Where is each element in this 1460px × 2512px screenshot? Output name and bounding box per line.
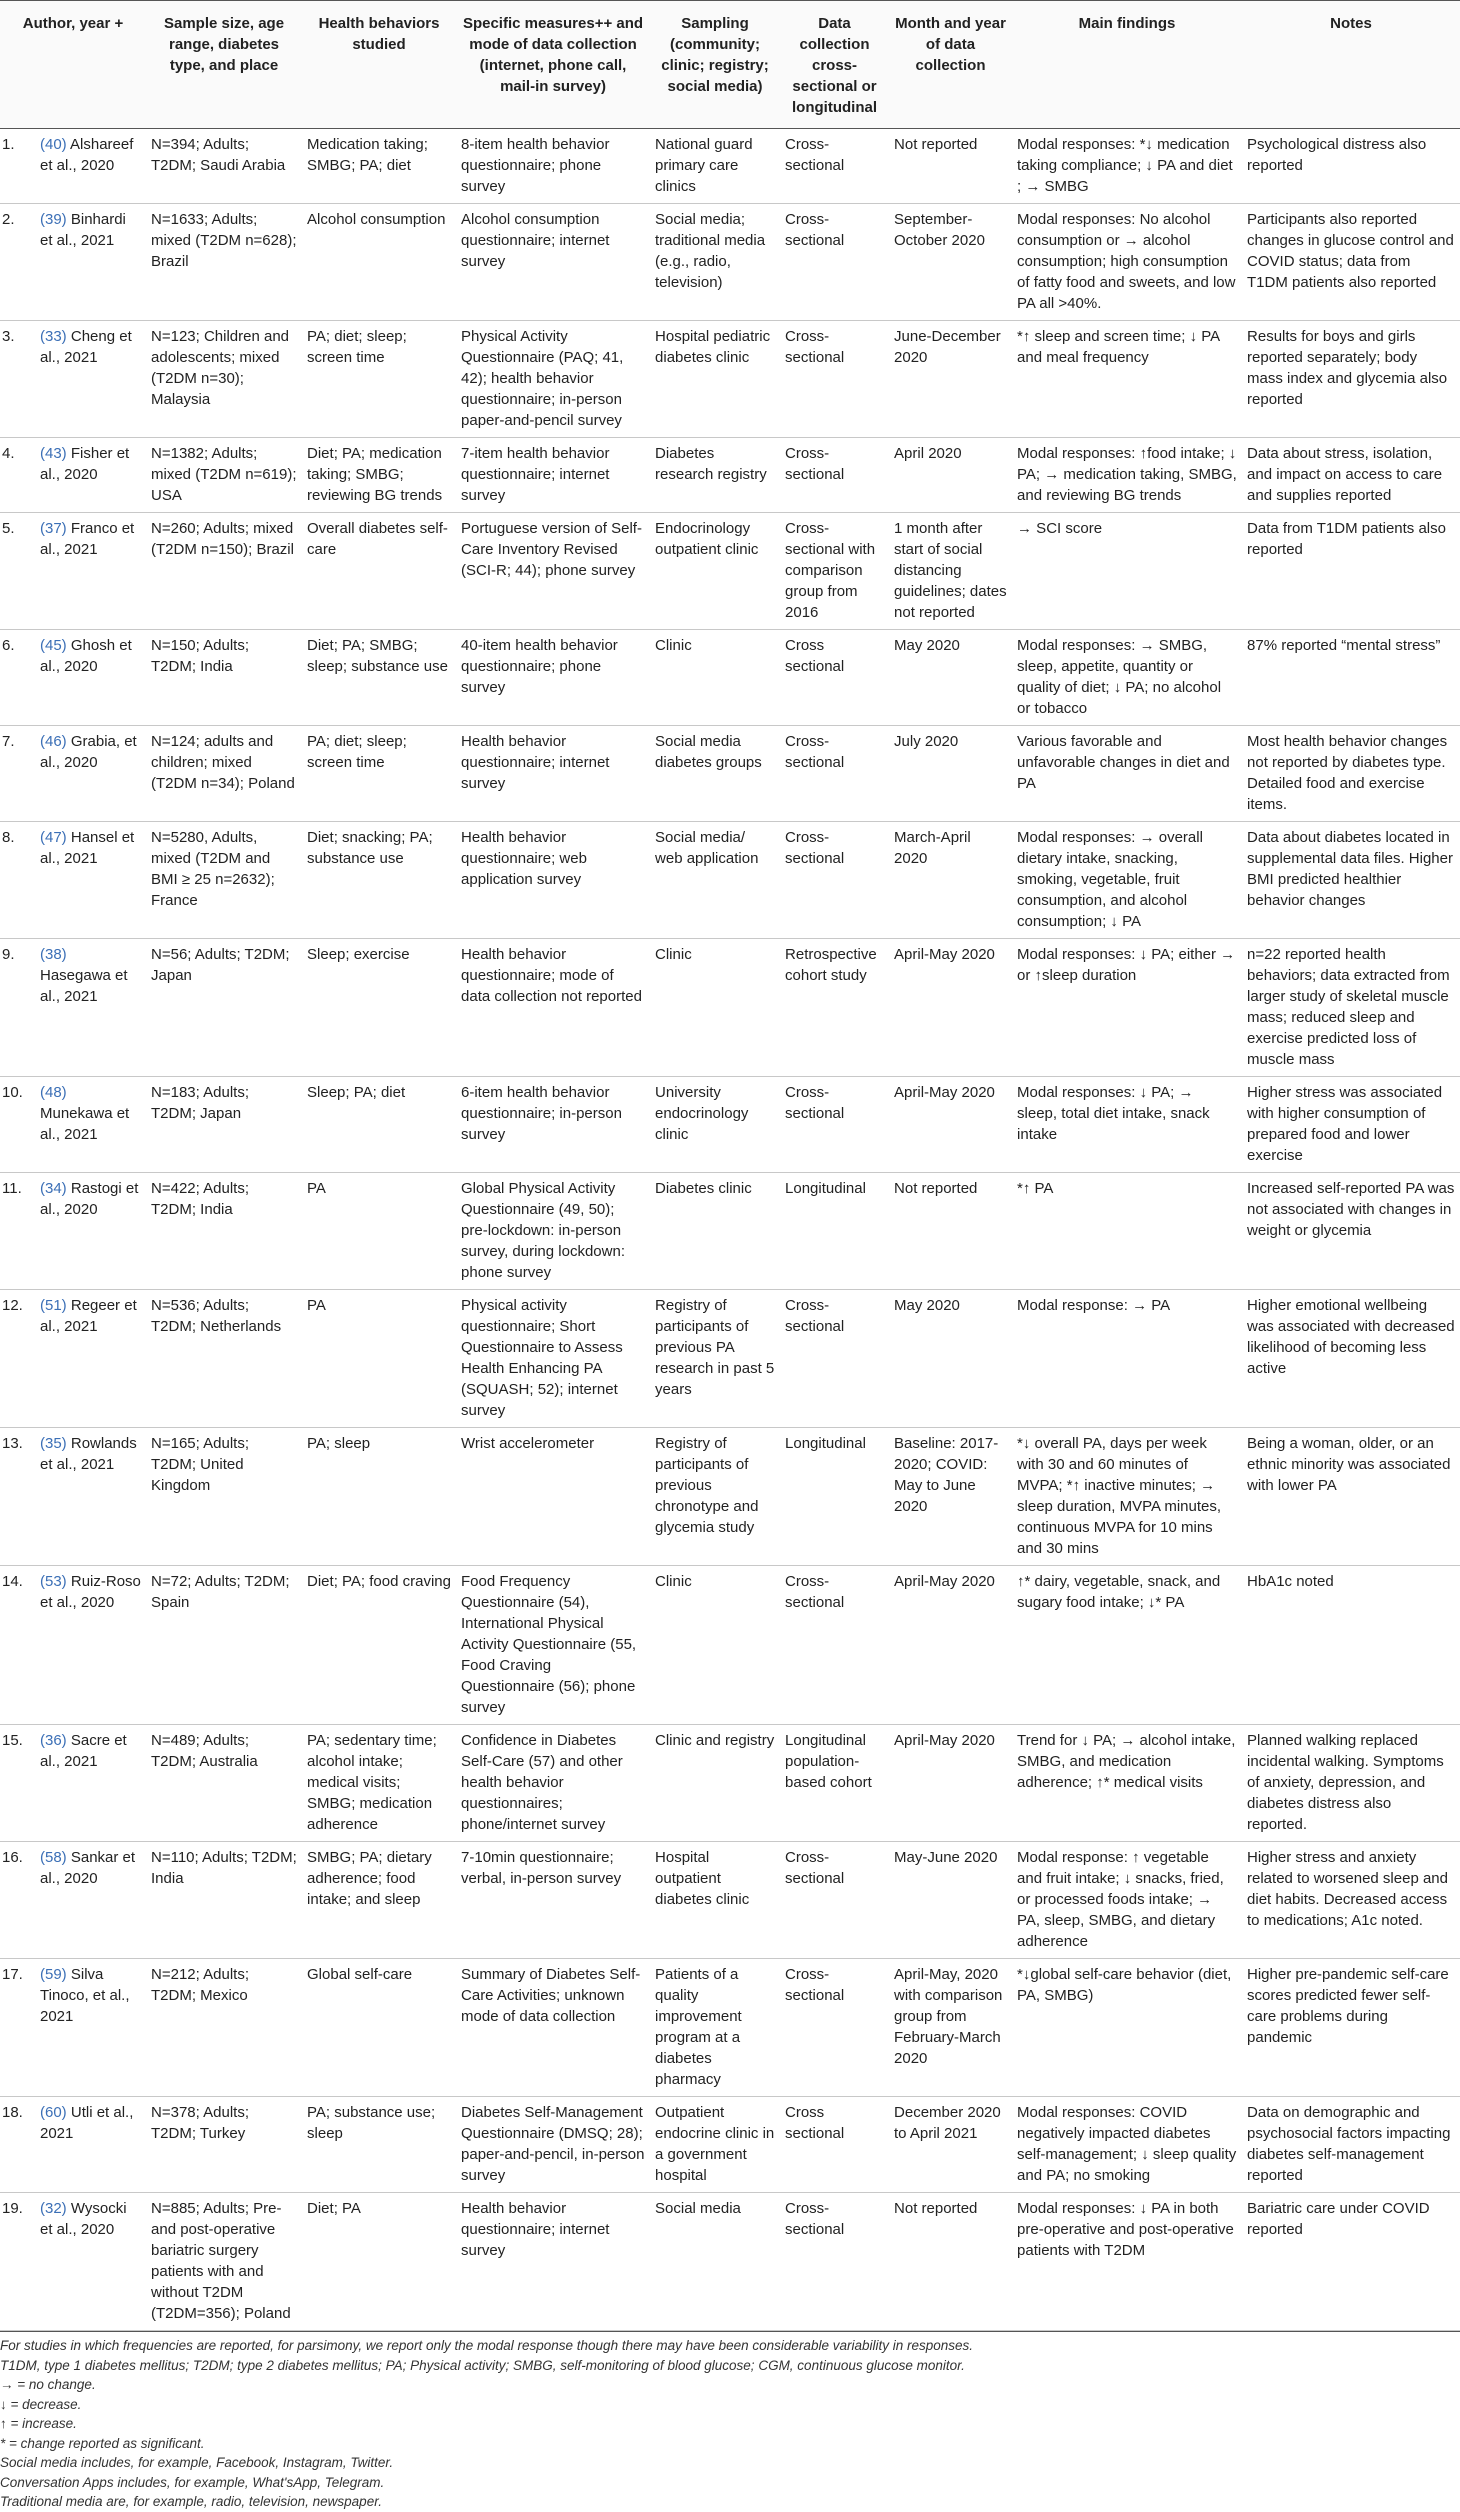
study-notes: Data from T1DM patients also reported (1242, 513, 1460, 630)
collection-date: April 2020 (889, 438, 1012, 513)
health-behaviors: PA (302, 1290, 456, 1428)
measures-mode: Wrist accelerometer (456, 1428, 650, 1566)
header-author: Author, year + (0, 1, 146, 129)
health-behaviors: PA; diet; sleep; screen time (302, 726, 456, 822)
collection-date: Not reported (889, 129, 1012, 204)
table-row (0, 822, 1460, 939)
sampling-source: Social media; traditional media (e.g., radio, television) (650, 204, 780, 321)
footnote: ↑ = increase. (0, 2416, 77, 2431)
reference-link[interactable]: (51) (40, 1297, 67, 1314)
collection-date: May 2020 (889, 630, 1012, 726)
main-findings: → SCI score (1012, 513, 1242, 630)
main-findings: Various favorable and unfavorable changes in diet and PA (1012, 726, 1242, 822)
table-row (0, 1842, 1460, 1959)
reference-link[interactable]: (60) (40, 2104, 67, 2121)
header-measures: Specific measures++ and mode of data collection (internet, phone call, mail-in survey) (456, 1, 650, 129)
reference-link[interactable]: (48) (40, 1084, 67, 1101)
measures-mode: 40-item health behavior questionnaire; phone survey (456, 630, 650, 726)
table-row (0, 2193, 1460, 2331)
sampling-source: National guard primary care clinics (650, 129, 780, 204)
study-design: Cross-sectional (780, 2193, 889, 2331)
sample-description: N=394; Adults; T2DM; Saudi Arabia (146, 129, 302, 204)
study-notes: n=22 reported health behaviors; data extracted from larger study of skeletal muscle mass; reduced sleep and exercise predicted loss of muscle mass (1242, 939, 1460, 1077)
study-design: Cross-sectional (780, 1077, 889, 1173)
row-number: 15. (0, 1725, 35, 1842)
study-design: Longitudinal population-based cohort (780, 1725, 889, 1842)
row-number: 12. (0, 1290, 35, 1428)
study-design: Cross-sectional (780, 1566, 889, 1725)
study-design: Cross-sectional (780, 1959, 889, 2097)
footnote: T1DM, type 1 diabetes mellitus; T2DM; type 2 diabetes mellitus; PA; Physical activity; SMBG, self-monitoring of blood glucose; CGM, continuous glucose monitor. (0, 2357, 965, 2373)
table-row (0, 204, 1460, 321)
table-row (0, 726, 1460, 822)
row-number: 16. (0, 1842, 35, 1959)
health-behaviors: Diet; snacking; PA; substance use (302, 822, 456, 939)
table-row (0, 2097, 1460, 2193)
sample-description: N=422; Adults; T2DM; India (146, 1173, 302, 1290)
main-findings: Modal responses: ↓ PA; either → or ↑sleep duration (1012, 939, 1242, 1077)
collection-date: April-May 2020 (889, 939, 1012, 1077)
measures-mode: Global Physical Activity Questionnaire (49, 50); pre-lockdown: in-person survey, during lockdown: phone survey (456, 1173, 650, 1290)
study-notes: Participants also reported changes in glucose control and COVID status; data from T1DM patients also reported (1242, 204, 1460, 321)
author-year (35, 2097, 146, 2193)
collection-date: Baseline: 2017-2020; COVID: May to June 2020 (889, 1428, 1012, 1566)
study-design: Cross-sectional (780, 129, 889, 204)
measures-mode: 7-10min questionnaire; verbal, in-person survey (456, 1842, 650, 1959)
study-notes: Data about stress, isolation, and impact on access to care and supplies reported (1242, 438, 1460, 513)
footnote: Traditional media are, for example, radio, television, newspaper. (0, 2494, 382, 2509)
row-number: 8. (0, 822, 35, 939)
reference-link[interactable]: (43) (40, 445, 67, 462)
main-findings: Modal responses: No alcohol consumption or → alcohol consumption; high consumption of fatty food and sweets, and low PA all >40%. (1012, 204, 1242, 321)
reference-link[interactable]: (38) (40, 946, 67, 963)
sample-description: N=150; Adults; T2DM; India (146, 630, 302, 726)
footnote: Conversation Apps includes, for example, What'sApp, Telegram. (0, 2474, 385, 2490)
author-year (35, 1959, 146, 2097)
collection-date: April-May, 2020 with comparison group from February-March 2020 (889, 1959, 1012, 2097)
main-findings: Modal responses: COVID negatively impacted diabetes self-management; ↓ sleep quality and PA; no smoking (1012, 2097, 1242, 2193)
study-design: Cross-sectional (780, 726, 889, 822)
sample-description: N=56; Adults; T2DM; Japan (146, 939, 302, 1077)
study-design: Cross-sectional (780, 438, 889, 513)
author-name: Silva Tinoco, et al., 2021 (40, 1966, 130, 2025)
author-year (35, 1173, 146, 1290)
author-name: Cheng et al., 2021 (40, 328, 132, 366)
table-row (0, 1290, 1460, 1428)
collection-date: July 2020 (889, 726, 1012, 822)
footnote: * = change reported as significant. (0, 2435, 205, 2451)
reference-link[interactable]: (33) (40, 328, 67, 345)
study-notes: Being a woman, older, or an ethnic minority was associated with lower PA (1242, 1428, 1460, 1566)
sample-description: N=260; Adults; mixed (T2DM n=150); Brazil (146, 513, 302, 630)
sampling-source: Clinic (650, 1566, 780, 1725)
author-name: Ghosh et al., 2020 (40, 637, 132, 675)
collection-date: Not reported (889, 2193, 1012, 2331)
collection-date: May 2020 (889, 1290, 1012, 1428)
footnote: ↓ = decrease. (0, 2396, 82, 2412)
reference-link[interactable]: (58) (40, 1849, 67, 1866)
collection-date: April-May 2020 (889, 1725, 1012, 1842)
sampling-source: Social media/ web application (650, 822, 780, 939)
study-notes: Higher stress was associated with higher consumption of prepared food and lower exercise (1242, 1077, 1460, 1173)
study-design: Longitudinal (780, 1173, 889, 1290)
measures-mode: Health behavior questionnaire; internet survey (456, 2193, 650, 2331)
measures-mode: Alcohol consumption questionnaire; internet survey (456, 204, 650, 321)
sample-description: N=489; Adults; T2DM; Australia (146, 1725, 302, 1842)
measures-mode: Diabetes Self-Management Questionnaire (DMSQ; 28); paper-and-pencil, in-person survey (456, 2097, 650, 2193)
table-row (0, 630, 1460, 726)
study-notes: Results for boys and girls reported separately; body mass index and glycemia also reported (1242, 321, 1460, 438)
health-behaviors: Alcohol consumption (302, 204, 456, 321)
author-year (35, 321, 146, 438)
main-findings: *↑ PA (1012, 1173, 1242, 1290)
sample-description: N=72; Adults; T2DM; Spain (146, 1566, 302, 1725)
reference-link[interactable]: (32) (40, 2200, 67, 2217)
header-row (0, 1, 1460, 129)
health-behaviors: Diet; PA; food craving (302, 1566, 456, 1725)
health-behaviors: PA (302, 1173, 456, 1290)
measures-mode: Physical Activity Questionnaire (PAQ; 41, 42); health behavior questionnaire; in-person paper-and-pencil survey (456, 321, 650, 438)
row-number: 7. (0, 726, 35, 822)
row-number: 5. (0, 513, 35, 630)
sampling-source: Clinic (650, 630, 780, 726)
table-row (0, 1428, 1460, 1566)
author-year (35, 1290, 146, 1428)
header-sampling: Sampling (community; clinic; registry; social media) (650, 1, 780, 129)
reference-link[interactable]: (46) (40, 733, 67, 750)
study-notes: Data on demographic and psychosocial factors impacting diabetes self-management reported (1242, 2097, 1460, 2193)
reference-link[interactable]: (47) (40, 829, 67, 846)
measures-mode: 6-item health behavior questionnaire; in-person survey (456, 1077, 650, 1173)
author-year (35, 204, 146, 321)
author-name: Franco et al., 2021 (40, 520, 135, 558)
measures-mode: Food Frequency Questionnaire (54), International Physical Activity Questionnaire (55, Food Craving Questionnaire (56); phone survey (456, 1566, 650, 1725)
row-number: 4. (0, 438, 35, 513)
table-row (0, 129, 1460, 204)
author-year (35, 513, 146, 630)
health-behaviors: Diet; PA; SMBG; sleep; substance use (302, 630, 456, 726)
main-findings: *↓global self-care behavior (diet, PA, SMBG) (1012, 1959, 1242, 2097)
author-year (35, 2193, 146, 2331)
author-name: Grabia, et al., 2020 (40, 733, 137, 771)
author-year (35, 939, 146, 1077)
table-body (0, 129, 1460, 2331)
main-findings: Modal responses: ↑food intake; ↓ PA; → medication taking, SMBG, and reviewing BG trends (1012, 438, 1242, 513)
author-name: Regeer et al., 2021 (40, 1297, 137, 1335)
main-findings: *↑ sleep and screen time; ↓ PA and meal frequency (1012, 321, 1242, 438)
main-findings: Modal responses: → overall dietary intake, snacking, smoking, vegetable, fruit consumption, and alcohol consumption; ↓ PA (1012, 822, 1242, 939)
study-notes: Bariatric care under COVID reported (1242, 2193, 1460, 2331)
table-row (0, 1173, 1460, 1290)
table-row (0, 1566, 1460, 1725)
table-row (0, 321, 1460, 438)
main-findings: Modal responses: ↓ PA; → sleep, total diet intake, snack intake (1012, 1077, 1242, 1173)
footnote: For studies in which frequencies are reported, for parsimony, we report only the modal response though there may have been considerable variability in responses. (0, 2338, 974, 2353)
collection-date: Not reported (889, 1173, 1012, 1290)
main-findings: ↑* dairy, vegetable, snack, and sugary food intake; ↓* PA (1012, 1566, 1242, 1725)
health-behaviors: Medication taking; SMBG; PA; diet (302, 129, 456, 204)
measures-mode: Portuguese version of Self-Care Inventory Revised (SCI-R; 44); phone survey (456, 513, 650, 630)
sampling-source: Outpatient endocrine clinic in a government hospital (650, 2097, 780, 2193)
measures-mode: 7-item health behavior questionnaire; internet survey (456, 438, 650, 513)
main-findings: *↓ overall PA, days per week with 30 and 60 minutes of MVPA; *↑ inactive minutes; → sleep duration, MVPA minutes, continuous MVPA for 10 mins and 30 mins (1012, 1428, 1242, 1566)
author-year (35, 438, 146, 513)
author-name: Munekawa et al., 2021 (40, 1105, 130, 1143)
collection-date: May-June 2020 (889, 1842, 1012, 1959)
row-number: 9. (0, 939, 35, 1077)
reference-link[interactable]: (53) (40, 1573, 67, 1590)
health-behaviors: Diet; PA (302, 2193, 456, 2331)
health-behaviors: Sleep; exercise (302, 939, 456, 1077)
sampling-source: Clinic (650, 939, 780, 1077)
sample-description: N=123; Children and adolescents; mixed (T2DM n=30); Malaysia (146, 321, 302, 438)
health-behaviors: Global self-care (302, 1959, 456, 2097)
study-design: Cross-sectional (780, 321, 889, 438)
study-design: Cross-sectional (780, 204, 889, 321)
author-year (35, 1842, 146, 1959)
study-design: Cross-sectional with comparison group from 2016 (780, 513, 889, 630)
health-behaviors: PA; diet; sleep; screen time (302, 321, 456, 438)
health-behaviors: Diet; PA; medication taking; SMBG; reviewing BG trends (302, 438, 456, 513)
sample-description: N=1633; Adults; mixed (T2DM n=628); Brazil (146, 204, 302, 321)
sample-description: N=5280, Adults, mixed (T2DM and BMI ≥ 25 n=2632); France (146, 822, 302, 939)
header-behaviors: Health behaviors studied (302, 1, 456, 129)
sampling-source: Diabetes clinic (650, 1173, 780, 1290)
author-name: Fisher et al., 2020 (40, 445, 130, 483)
study-notes: Higher emotional wellbeing was associated with decreased likelihood of becoming less active (1242, 1290, 1460, 1428)
author-year (35, 630, 146, 726)
study-design: Cross-sectional (780, 1290, 889, 1428)
reference-link[interactable]: (39) (40, 211, 67, 228)
sampling-source: Hospital outpatient diabetes clinic (650, 1842, 780, 1959)
sampling-source: Patients of a quality improvement program at a diabetes pharmacy (650, 1959, 780, 2097)
measures-mode: Health behavior questionnaire; mode of data collection not reported (456, 939, 650, 1077)
author-year (35, 129, 146, 204)
collection-date: March-April 2020 (889, 822, 1012, 939)
main-findings: Modal responses: ↓ PA in both pre-operative and post-operative patients with T2DM (1012, 2193, 1242, 2331)
study-design: Longitudinal (780, 1428, 889, 1566)
table-row (0, 513, 1460, 630)
collection-date: 1 month after start of social distancing guidelines; dates not reported (889, 513, 1012, 630)
measures-mode: Physical activity questionnaire; Short Questionnaire to Assess Health Enhancing PA (SQUASH; 52); internet survey (456, 1290, 650, 1428)
author-year (35, 1428, 146, 1566)
table-footnotes (0, 2331, 1460, 2512)
sampling-source: Registry of participants of previous chronotype and glycemia study (650, 1428, 780, 1566)
collection-date: April-May 2020 (889, 1566, 1012, 1725)
study-design: Cross sectional (780, 630, 889, 726)
reference-link[interactable]: (40) (40, 136, 67, 153)
sampling-source: University endocrinology clinic (650, 1077, 780, 1173)
row-number: 2. (0, 204, 35, 321)
table-row (0, 1725, 1460, 1842)
header-findings: Main findings (1012, 1, 1242, 129)
row-number: 13. (0, 1428, 35, 1566)
collection-date: April-May 2020 (889, 1077, 1012, 1173)
measures-mode: 8-item health behavior questionnaire; phone survey (456, 129, 650, 204)
sample-description: N=183; Adults; T2DM; Japan (146, 1077, 302, 1173)
study-design: Retrospective cohort study (780, 939, 889, 1077)
row-number: 3. (0, 321, 35, 438)
study-design: Cross-sectional (780, 822, 889, 939)
study-notes: Data about diabetes located in supplemental data files. Higher BMI predicted healthier behavior changes (1242, 822, 1460, 939)
author-year (35, 1077, 146, 1173)
study-notes: Most health behavior changes not reported by diabetes type. Detailed food and exercise items. (1242, 726, 1460, 822)
study-design: Cross-sectional (780, 1842, 889, 1959)
row-number: 18. (0, 2097, 35, 2193)
sampling-source: Clinic and registry (650, 1725, 780, 1842)
header-sample: Sample size, age range, diabetes type, and place (146, 1, 302, 129)
measures-mode: Health behavior questionnaire; web application survey (456, 822, 650, 939)
sample-description: N=110; Adults; T2DM; India (146, 1842, 302, 1959)
study-design: Cross sectional (780, 2097, 889, 2193)
table-row (0, 438, 1460, 513)
header-date: Month and year of data collection (889, 1, 1012, 129)
author-year (35, 1725, 146, 1842)
reference-link[interactable]: (37) (40, 520, 67, 537)
author-name: Rastogi et al., 2020 (40, 1180, 139, 1218)
row-number: 14. (0, 1566, 35, 1725)
author-name: Utli et al., 2021 (40, 2104, 134, 2142)
author-year (35, 1566, 146, 1725)
main-findings: Modal responses: *↓ medication taking compliance; ↓ PA and diet ; → SMBG (1012, 129, 1242, 204)
row-number: 1. (0, 129, 35, 204)
measures-mode: Summary of Diabetes Self-Care Activities; unknown mode of data collection (456, 1959, 650, 2097)
author-year (35, 726, 146, 822)
health-behaviors: PA; sleep (302, 1428, 456, 1566)
row-number: 6. (0, 630, 35, 726)
study-notes: Higher stress and anxiety related to worsened sleep and diet habits. Decreased access to medications; A1c noted. (1242, 1842, 1460, 1959)
author-name: Binhardi et al., 2021 (40, 211, 126, 249)
main-findings: Modal responses: → SMBG, sleep, appetite, quantity or quality of diet; ↓ PA; no alcohol or tobacco (1012, 630, 1242, 726)
author-name: Rowlands et al., 2021 (40, 1435, 137, 1473)
author-year (35, 822, 146, 939)
author-name: Alshareef et al., 2020 (40, 136, 134, 174)
author-name: Hansel et al., 2021 (40, 829, 135, 867)
sampling-source: Registry of participants of previous PA research in past 5 years (650, 1290, 780, 1428)
study-notes: Increased self-reported PA was not associated with changes in weight or glycemia (1242, 1173, 1460, 1290)
sample-description: N=165; Adults; T2DM; United Kingdom (146, 1428, 302, 1566)
health-behaviors: SMBG; PA; dietary adherence; food intake; and sleep (302, 1842, 456, 1959)
study-notes: Psychological distress also reported (1242, 129, 1460, 204)
table-row (0, 1959, 1460, 2097)
sampling-source: Hospital pediatric diabetes clinic (650, 321, 780, 438)
sampling-source: Social media diabetes groups (650, 726, 780, 822)
measures-mode: Health behavior questionnaire; internet survey (456, 726, 650, 822)
collection-date: June-December 2020 (889, 321, 1012, 438)
sample-description: N=212; Adults; T2DM; Mexico (146, 1959, 302, 2097)
footnote: Social media includes, for example, Facebook, Instagram, Twitter. (0, 2455, 394, 2470)
sample-description: N=378; Adults; T2DM; Turkey (146, 2097, 302, 2193)
author-name: Sacre et al., 2021 (40, 1732, 127, 1770)
study-notes: Planned walking replaced incidental walking. Symptoms of anxiety, depression, and diabetes distress also reported. (1242, 1725, 1460, 1842)
sample-description: N=124; adults and children; mixed (T2DM n=34); Poland (146, 726, 302, 822)
collection-date: September-October 2020 (889, 204, 1012, 321)
table-row (0, 1077, 1460, 1173)
reference-link[interactable]: (59) (40, 1966, 67, 1983)
table-row (0, 939, 1460, 1077)
sample-description: N=536; Adults; T2DM; Netherlands (146, 1290, 302, 1428)
footnote: → = no change. (0, 2377, 96, 2392)
study-notes: 87% reported “mental stress” (1242, 630, 1460, 726)
row-number: 17. (0, 1959, 35, 2097)
author-name: Ruiz-Roso et al., 2020 (40, 1573, 141, 1611)
sample-description: N=1382; Adults; mixed (T2DM n=619); USA (146, 438, 302, 513)
health-behaviors: PA; substance use; sleep (302, 2097, 456, 2193)
main-findings: Modal response: ↑ vegetable and fruit intake; ↓ snacks, fried, or processed foods intake; → PA, sleep, SMBG, and dietary adherence (1012, 1842, 1242, 1959)
author-name: Hasegawa et al., 2021 (40, 967, 128, 1005)
main-findings: Modal response: → PA (1012, 1290, 1242, 1428)
row-number: 19. (0, 2193, 35, 2331)
reference-link[interactable]: (45) (40, 637, 67, 654)
sampling-source: Diabetes research registry (650, 438, 780, 513)
row-number: 11. (0, 1173, 35, 1290)
author-name: Wysocki et al., 2020 (40, 2200, 127, 2238)
reference-link[interactable]: (35) (40, 1435, 67, 1452)
header-design: Data collection cross-sectional or longitudinal (780, 1, 889, 129)
health-behaviors: PA; sedentary time; alcohol intake; medical visits; SMBG; medication adherence (302, 1725, 456, 1842)
measures-mode: Confidence in Diabetes Self-Care (57) and other health behavior questionnaires; phone/internet survey (456, 1725, 650, 1842)
main-findings: Trend for ↓ PA; → alcohol intake, SMBG, and medication adherence; ↑* medical visits (1012, 1725, 1242, 1842)
sampling-source: Endocrinology outpatient clinic (650, 513, 780, 630)
sample-description: N=885; Adults; Pre- and post-operative bariatric surgery patients with and without T2DM (T2DM=356); Poland (146, 2193, 302, 2331)
health-behaviors: Sleep; PA; diet (302, 1077, 456, 1173)
health-behaviors: Overall diabetes self-care (302, 513, 456, 630)
header-notes: Notes (1242, 1, 1460, 129)
row-number: 10. (0, 1077, 35, 1173)
collection-date: December 2020 to April 2021 (889, 2097, 1012, 2193)
study-notes: HbA1c noted (1242, 1566, 1460, 1725)
study-notes: Higher pre-pandemic self-care scores predicted fewer self-care problems during pandemic (1242, 1959, 1460, 2097)
author-name: Sankar et al., 2020 (40, 1849, 136, 1887)
reference-link[interactable]: (36) (40, 1732, 67, 1749)
reference-link[interactable]: (34) (40, 1180, 67, 1197)
sampling-source: Social media (650, 2193, 780, 2331)
